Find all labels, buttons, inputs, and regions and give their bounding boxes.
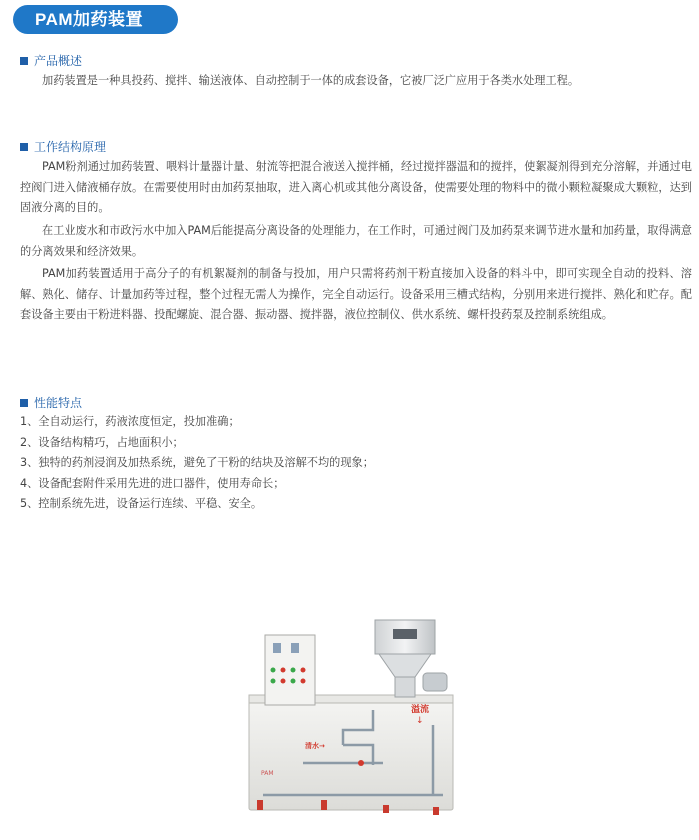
list-item: 4、设备配套附件采用先进的进口器件，使用寿命长； bbox=[20, 476, 285, 490]
pam-dosing-device-photo bbox=[243, 615, 458, 830]
list-item: 3、独特的药剂浸润及加热系统，避免了干粉的结块及溶解不均的现象； bbox=[20, 456, 374, 469]
square-bullet-icon bbox=[20, 143, 28, 151]
principle-paragraph-2: 在工业废水和市政污水中加入PAM后能提高分离设备的处理能力，在工作时，可通过阀门及加药泵来调节进水量和加药量，取得满意的分离效果和经济效果。 bbox=[20, 224, 692, 258]
principle-paragraph-1: PAM粉剂通过加药装置、喂料计量器计量、射流等把混合液送入搅拌桶，经过搅拌器温和的搅拌，使絮凝剂得到充分溶解，并通过电控阀门进入储液桶存放。在需要使用时由加药泵抽取，进入离心机或其他分离设备，使需要处理的物料中的微小颗粒凝聚成大颗粒，达到固液分离的目的。 bbox=[20, 160, 692, 214]
overview-text: 加药装置是一种具投药、搅拌、输送液体、自动控制于一体的成套设备，它被厂泛广应用于各类水处理工程。 bbox=[42, 74, 580, 87]
square-bullet-icon bbox=[20, 399, 28, 407]
section-heading-overview bbox=[20, 54, 82, 68]
meter-icon bbox=[273, 643, 281, 653]
arrow-down-icon: ↓ bbox=[416, 716, 424, 726]
overview-heading: 产品概述 bbox=[34, 54, 83, 68]
principle-heading: 工作结构原理 bbox=[34, 140, 107, 154]
section-heading-principle bbox=[20, 140, 106, 154]
page-title: PAM加药装置 bbox=[13, 5, 178, 34]
features-list bbox=[20, 412, 374, 515]
motor bbox=[423, 673, 447, 691]
overflow-label: 溢流 bbox=[411, 705, 430, 715]
inlet-label: 清水→ bbox=[305, 742, 325, 750]
feeder bbox=[395, 677, 415, 697]
valve-icon bbox=[358, 760, 364, 766]
principle-paragraph-3: PAM加药装置适用于高分子的有机絮凝剂的制备与投加，用户只需将药剂干粉直接加入设备的料斗中，即可实现全自动的投料、溶解、熟化、储存、计量加药等过程，整个过程无需人为操作，完全自动运行。设备采用三槽式结构，分别用来进行搅拌、熟化和贮存。配套设备主要由干粉进料器、投配螺旋、混合器、振动器、搅拌器，液位控制仪、供水系统、螺杆投药泵及控制系统组成。 bbox=[20, 267, 692, 321]
square-bullet-icon bbox=[20, 57, 28, 65]
list-item: 5、控制系统先进，设备运行连续、平稳、安全。 bbox=[20, 497, 263, 510]
list-item: 1、全自动运行，药液浓度恒定，投加准确； bbox=[20, 415, 240, 428]
meter-icon bbox=[291, 643, 299, 653]
hopper-funnel bbox=[379, 654, 431, 677]
features-heading: 性能特点 bbox=[34, 396, 83, 410]
pam-tank-label: PAM bbox=[261, 770, 274, 777]
list-item: 2、设备结构精巧，占地面积小； bbox=[20, 435, 184, 449]
hopper-label-plate bbox=[393, 629, 417, 639]
section-heading-features bbox=[20, 396, 82, 410]
